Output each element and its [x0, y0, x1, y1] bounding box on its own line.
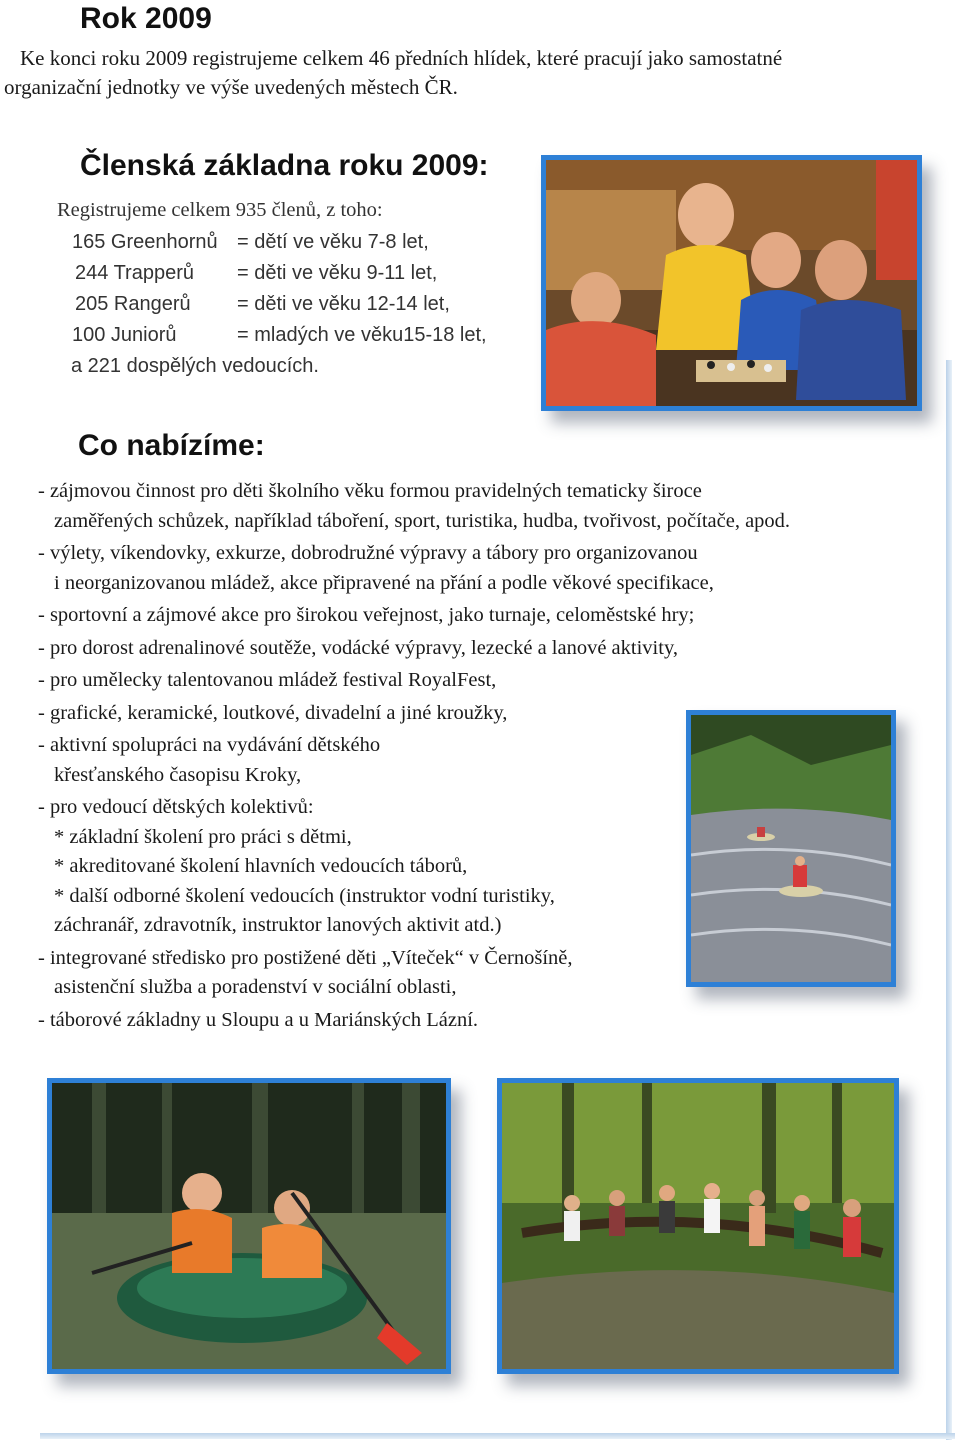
offers-list [38, 477, 790, 1035]
intro-paragraph [4, 44, 938, 102]
photo-river-canoe [686, 710, 896, 987]
page-frame-right [946, 360, 952, 1440]
offer-line: - pro umělecky talentovanou mládež festival RoyalFest, [38, 669, 497, 691]
offer-line: záchranář, zdravotník, instruktor lanových aktivit atd.) [54, 914, 502, 936]
offer-line: - pro vedoucí dětských kolektivů: [38, 796, 314, 818]
offer-line: - zájmovou činnost pro děti školního věku formou pravidelných tematicky široce [38, 480, 702, 502]
offer-line: křesťanského časopisu Kroky, [54, 763, 302, 786]
members-closing: a 221 dospělých vedoucích. [71, 355, 319, 377]
photo-river-canoe-image [691, 715, 891, 982]
offer-line: * další odborné školení vedoucích (instruktor vodní turistiky, [54, 884, 555, 907]
intro-line-1: Ke konci roku 2009 registrujeme celkem 46 předních hlídek, které pracují jako samostatné [20, 46, 783, 70]
member-desc: = děti ve věku 9-11 let, [237, 262, 438, 284]
members-row [72, 320, 542, 351]
offer-line: - výlety, víkendovky, exkurze, dobrodružné výpravy a tábory pro organizovanou [38, 542, 698, 564]
members-row [72, 227, 542, 258]
page-frame-bottom [40, 1433, 955, 1439]
members-title: Členská základna roku 2009: [80, 149, 489, 182]
photo-river-crossing-image [502, 1083, 894, 1369]
photo-raft-image [52, 1083, 446, 1369]
member-count: 165 Greenhornů [72, 231, 218, 253]
members-row [72, 289, 542, 320]
offer-line: - sportovní a zájmové akce pro širokou veřejnost, jako turnaje, celoměstské hry; [38, 604, 695, 626]
member-desc: = mladých ve věku15-18 let, [237, 324, 487, 346]
offer-line: zaměřených schůzek, například táboření, sport, turistika, hudba, tvořivost, počítače, apod. [54, 509, 791, 532]
photo-kids-chess-image [546, 160, 917, 406]
offer-line: - aktivní spolupráci na vydávání dětského [38, 734, 381, 756]
offers-title: Co nabízíme: [78, 429, 265, 462]
member-count: 205 Rangerů [75, 293, 191, 315]
member-count: 244 Trapperů [75, 262, 194, 284]
section-title-rok-2009: Rok 2009 [80, 2, 212, 35]
offer-line: asistenční služba a poradenství v sociální oblasti, [54, 976, 457, 998]
photo-raft [47, 1078, 451, 1374]
members-table [72, 227, 542, 382]
offer-line: - pro dorost adrenalinové soutěže, vodácké výpravy, lezecké a lanové aktivity, [38, 636, 678, 659]
offer-line: * základní školení pro práci s dětmi, [54, 825, 352, 848]
photo-river-crossing [497, 1078, 899, 1374]
members-intro: Registrujeme celkem 935 členů, z toho: [57, 199, 383, 221]
offer-line: - táborové základny u Sloupu a u Mariánských Lázní. [38, 1008, 479, 1031]
offer-line: - integrované středisko pro postižené děti „Víteček“ v Černošíně, [38, 946, 573, 969]
offer-line: * akreditované školení hlavních vedoucích táborů, [54, 855, 468, 877]
members-row [72, 258, 542, 289]
photo-kids-chess [541, 155, 922, 411]
intro-line-2: organizační jednotky ve výše uvedených městech ČR. [4, 75, 458, 99]
member-desc: = dětí ve věku 7-8 let, [237, 231, 429, 253]
offer-line: i neorganizovanou mládež, akce připravené na přání a podle věkové specifikace, [54, 571, 714, 594]
offer-line: - grafické, keramické, loutkové, divadelní a jiné kroužky, [38, 701, 508, 724]
member-count: 100 Juniorů [72, 324, 177, 346]
member-desc: = děti ve věku 12-14 let, [237, 293, 450, 315]
